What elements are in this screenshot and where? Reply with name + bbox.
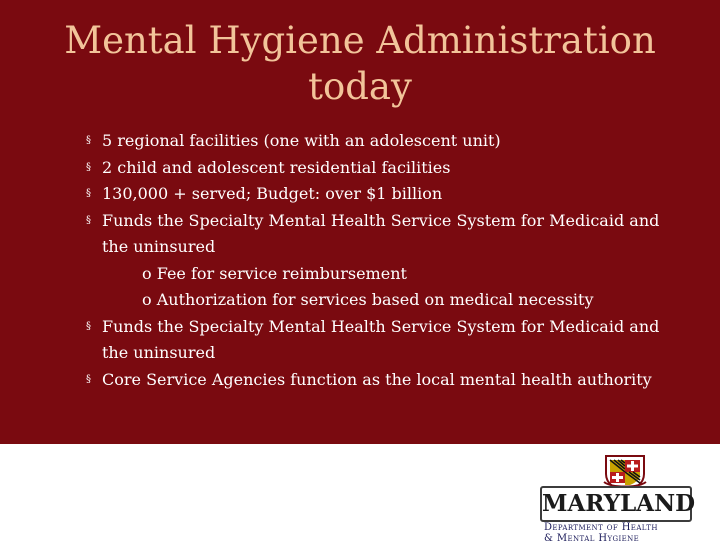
logo-wordmark: MARYLAND	[540, 486, 692, 522]
bullet-item	[86, 181, 686, 208]
sub-bullet-list	[102, 261, 686, 314]
bullet-item	[86, 314, 686, 367]
logo-department-line: & Mental Hygiene	[544, 533, 640, 544]
bullet-marker-icon: §	[86, 161, 91, 173]
sub-bullet-item	[126, 287, 686, 314]
bullet-text: Core Service Agencies function as the local mental health authority	[102, 369, 652, 389]
logo-department-text	[544, 522, 704, 544]
maryland-dhmh-logo	[538, 448, 714, 544]
bullet-text: 130,000 + served; Budget: over $1 billion	[102, 184, 443, 203]
bullet-item	[86, 155, 686, 182]
bullet-text: 2 child and adolescent residential facilities	[102, 157, 451, 177]
bullet-item	[86, 128, 686, 155]
sub-bullet-marker-icon: o	[142, 290, 152, 309]
bullet-text: 5 regional facilities (one with an adolescent unit)	[102, 131, 501, 150]
bullet-marker-icon: §	[86, 135, 91, 146]
bullet-text: Funds the Specialty Mental Health Service System for Medicaid and the uninsured	[102, 210, 660, 256]
bullet-marker-icon: §	[86, 320, 91, 332]
sub-bullet-text: Fee for service reimbursement	[156, 263, 407, 283]
sub-bullet-text: Authorization for services based on medical necessity	[156, 290, 594, 309]
bullet-text: Funds the Specialty Mental Health Service System for Medicaid and the uninsured	[102, 316, 660, 362]
sub-bullet-item	[126, 261, 686, 288]
bullet-list	[86, 128, 686, 393]
bullet-item	[86, 367, 686, 394]
footer	[0, 444, 720, 544]
bullet-marker-icon: §	[86, 188, 91, 199]
bullet-marker-icon: §	[86, 373, 91, 385]
slide-title: Mental Hygiene Administration today	[64, 19, 656, 108]
logo-department-line: Department of Health	[544, 522, 658, 533]
bullet-item	[86, 208, 686, 314]
sub-bullet-marker-icon: o	[142, 263, 152, 283]
bullet-marker-icon: §	[86, 214, 91, 226]
